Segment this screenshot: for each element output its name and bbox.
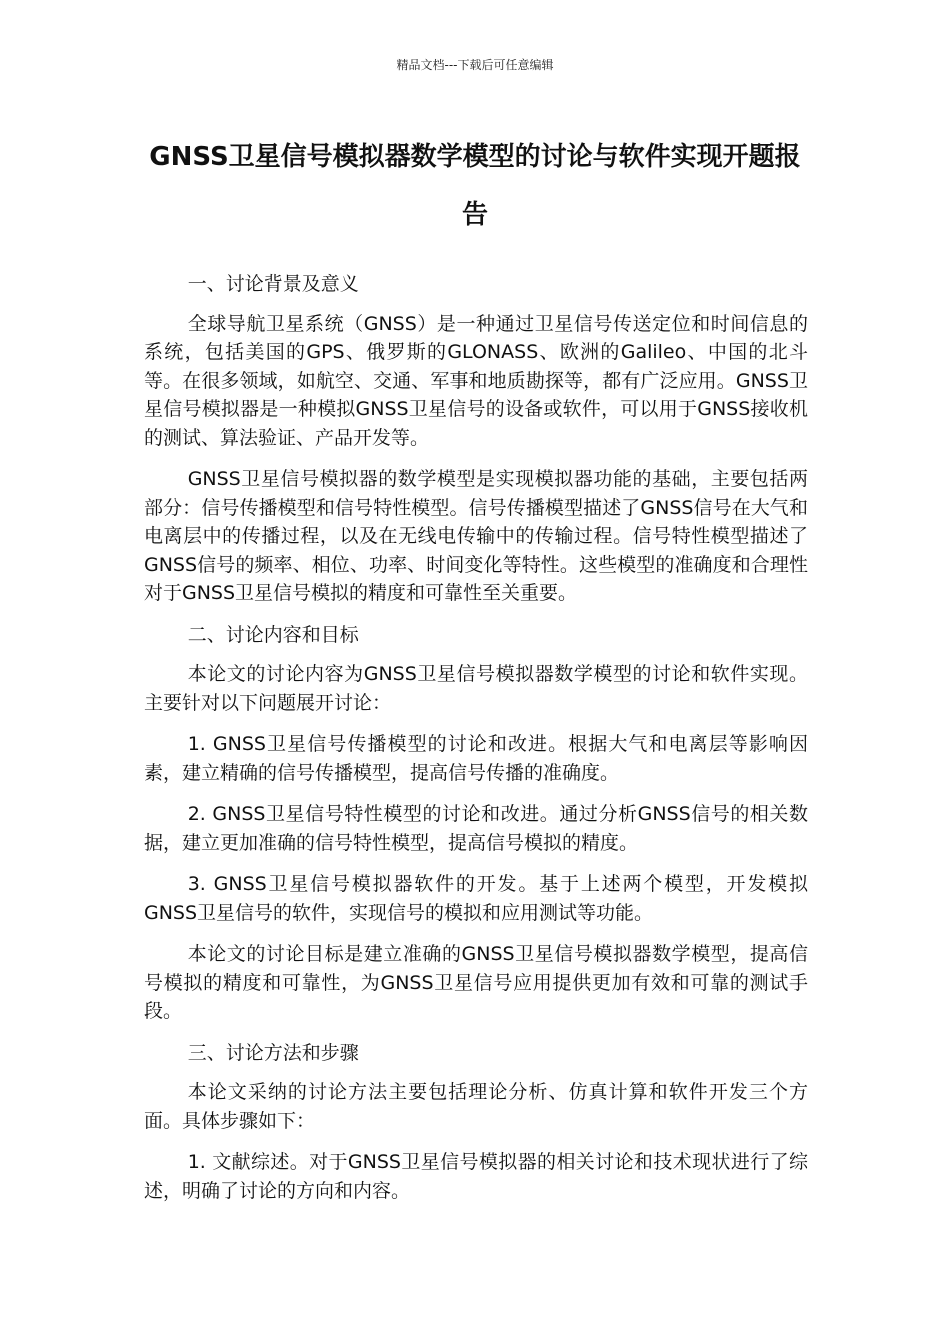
list-item: 1. GNSS卫星信号传播模型的讨论和改进。根据大气和电离层等影响因素，建立精确的信号传播模型，提高信号传播的准确度。 [144, 733, 808, 784]
paragraph: 本论文采纳的讨论方法主要包括理论分析、仿真计算和软件开发三个方面。具体步骤如下： [144, 1081, 808, 1132]
paragraph: 本论文的讨论内容为GNSS卫星信号模拟器数学模型的讨论和软件实现。主要针对以下问题展开讨论： [144, 663, 808, 714]
paragraph: 全球导航卫星系统（GNSS）是一种通过卫星信号传送定位和时间信息的系统，包括美国的GPS、俄罗斯的GLONASS、欧洲的Galileo、中国的北斗等。在很多领域，如航空、交通、军事和地质勘探等，都有广泛应用。GNSS卫星信号模拟器是一种模拟GNSS卫星信号的设备或软件，可以用于GNSS接收机的测试、算法验证、产品开发等。 [144, 312, 808, 449]
paragraph: GNSS卫星信号模拟器的数学模型是实现模拟器功能的基础，主要包括两部分：信号传播模型和信号特性模型。信号传播模型描述了GNSS信号在大气和电离层中的传播过程，以及在无线电传输中的传输过程。信号特性模型描述了GNSS信号的频率、相位、功率、时间变化等特性。这些模型的准确度和合理性对于GNSS卫星信号模拟的精度和可靠性至关重要。 [144, 468, 808, 604]
list-item: 1. 文献综述。对于GNSS卫星信号模拟器的相关讨论和技术现状进行了综述，明确了讨论的方向和内容。 [144, 1151, 808, 1202]
section-heading: 一、讨论背景及意义 [187, 273, 359, 295]
section-heading: 二、讨论内容和目标 [187, 623, 359, 646]
document-body [144, 270, 808, 1218]
section-heading: 三、讨论方法和步骤 [187, 1041, 359, 1064]
document-title: GNSS卫星信号模拟器数学模型的讨论与软件实现开题报告 [149, 142, 801, 230]
list-item: 3. GNSS卫星信号模拟器软件的开发。基于上述两个模型，开发模拟GNSS卫星信号的软件，实现信号的模拟和应用测试等功能。 [144, 873, 808, 924]
list-item: 2. GNSS卫星信号特性模型的讨论和改进。通过分析GNSS信号的相关数据，建立更加准确的信号特性模型，提高信号模拟的精度。 [144, 803, 808, 854]
paragraph: 本论文的讨论目标是建立准确的GNSS卫星信号模拟器数学模型，提高信号模拟的精度和可靠性，为GNSS卫星信号应用提供更加有效和可靠的测试手段。 [144, 943, 808, 1022]
page-header: 精品文档---下载后可任意编辑 [396, 58, 554, 72]
